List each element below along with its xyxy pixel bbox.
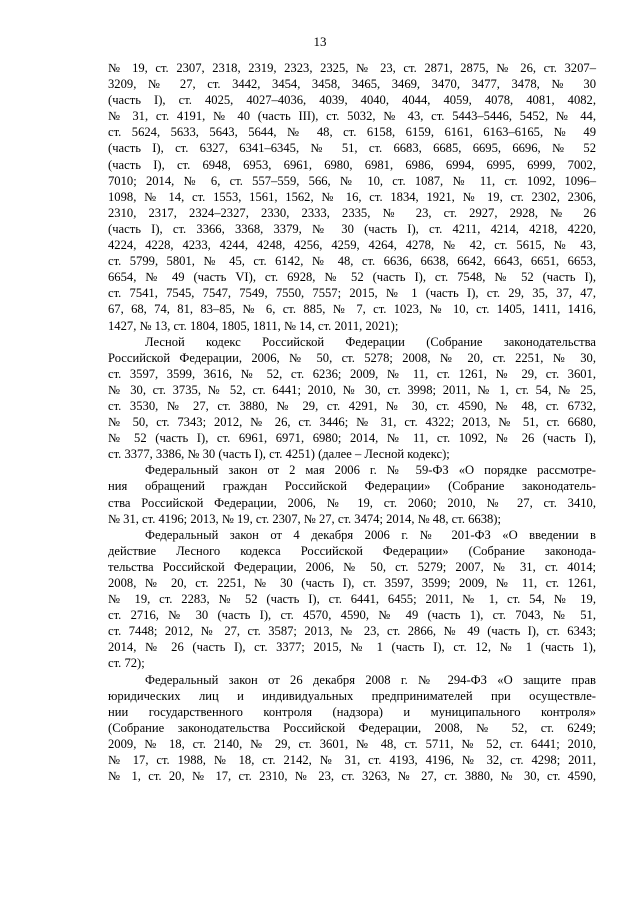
text-line: ст. 7448; 2012, № 27, ст. 3587; 2013, № 23, ст. 2866, № 49 (часть I), ст. 6343; [108,624,596,639]
text-line: 7010; 2014, № 6, ст. 557–559, 566, № 10, ст. 1087, № 11, ст. 1092, 1096– [108,173,596,188]
text-line: 4224, 4228, 4233, 4244, 4248, 4256, 4259, 4264, 4278, № 42, ст. 5615, № 43, [108,238,596,253]
text-line: (часть I), ст. 4025, 4027–4036, 4039, 4040, 4044, 4059, 4078, 4081, 4082, [108,93,596,108]
text-line: (Собрание законодательства Российской Федерации, 2008, № 52, ст. 6249; [108,720,596,735]
text-line: 1427, № 13, ст. 1804, 1805, 1811, № 14, ст. 2011, 2021); [108,318,399,333]
text-line: 6654, № 49 (часть VI), ст. 6928, № 52 (часть I), ст. 7548, № 52 (часть I), [108,270,596,285]
text-line: 2009, № 18, ст. 2140, № 29, ст. 3601, № 48, ст. 5711, № 52, ст. 6441; 2010, [108,736,596,751]
text-line: ст. 5624, 5633, 5643, 5644, № 48, ст. 6158, 6159, 6161, 6163–6165, № 49 [108,125,596,140]
text-line: юридических лиц и индивидуальных предпринимателей при осуществле- [108,688,596,703]
text-line: Федеральный закон от 26 декабря 2008 г. № 294-ФЗ «О защите прав [145,672,596,687]
text-line: ст. 3530, № 27, ст. 3880, № 29, ст. 4291, № 30, ст. 4590, № 48, ст. 6732, [108,398,596,413]
page-number: 13 [313,34,327,49]
text-line: (часть I), ст. 6327, 6341–6345, № 51, ст. 6683, 6685, 6695, 6696, № 52 [108,141,596,156]
text-line: № 1, ст. 20, № 17, ст. 2310, № 23, ст. 3263, № 27, ст. 3880, № 30, ст. 4590, [108,769,596,784]
text-line: Федеральный закон от 4 декабря 2006 г. № 201-ФЗ «О введении в [145,527,596,542]
text-line: Лесной кодекс Российской Федерации (Собрание законодательства [145,334,596,349]
text-line: 2014, № 26 (часть I), ст. 3377; 2015, № 1 (часть I), ст. 12, № 1 (часть 1), [108,640,596,655]
text-line: 2008, № 20, ст. 2251, № 30 (часть I), ст. 3597, 3599; 2009, № 11, ст. 1261, [108,576,596,590]
text-line: № 19, ст. 2283, № 52 (часть I), ст. 6441, 6455; 2011, № 1, ст. 54, № 19, [108,592,596,607]
text-line: Российской Федерации, 2006, № 50, ст. 5278; 2008, № 20, ст. 2251, № 30, [108,350,596,365]
text-line: 3209, № 27, ст. 3442, 3454, 3458, 3465, 3469, 3470, 3477, 3478, № 30 [108,77,596,92]
text-line: (часть I), ст. 3366, 3368, 3379, № 30 (часть I), ст. 4211, 4214, 4218, 4220, [108,221,596,236]
text-line: ст. 2716, № 30 (часть I), ст. 4570, 4590, № 49 (часть 1), ст. 7043, № 51, [108,608,596,623]
text-line: № 17, ст. 1988, № 18, ст. 2142, № 31, ст. 4193, 4196, № 32, ст. 4298; 2011, [108,753,596,768]
text-line: № 30, ст. 3735, № 52, ст. 6441; 2010, № 30, ст. 3998; 2011, № 1, ст. 54, № 25, [108,382,596,397]
text-line: ства Российской Федерации, 2006, № 19, ст. 2060; 2010, № 27, ст. 3410, [108,495,596,510]
text-line: ст. 72); [108,656,145,671]
text-line: 2310, 2317, 2324–2327, 2330, 2333, 2335, № 23, ст. 2927, 2928, № 26 [108,205,596,220]
text-line: ния обращений граждан Российской Федерации» (Собрание законодатель- [108,479,596,494]
text-line: 67, 68, 74, 81, 83–85, № 6, ст. 885, № 7, ст. 1023, № 10, ст. 1405, 1411, 1416, [108,302,596,317]
text-line: (часть I), ст. 6948, 6953, 6961, 6980, 6981, 6986, 6994, 6995, 6999, 7002, [108,157,596,172]
text-line: ст. 5799, 5801, № 45, ст. 6142, № 48, ст. 6636, 6638, 6642, 6643, 6651, 6653, [108,254,596,269]
text-line: № 50, ст. 7343; 2012, № 26, ст. 3446; № 31, ст. 4322; 2013, № 51, ст. 6680, [108,415,596,430]
text-line: ст. 3377, 3386, № 30 (часть I), ст. 4251) (далее – Лесной кодекс); [108,447,450,462]
text-line: Федеральный закон от 2 мая 2006 г. № 59-ФЗ «О порядке рассмотре- [145,463,596,478]
text-line: № 19, ст. 2307, 2318, 2319, 2323, 2325, № 23, ст. 2871, 2875, № 26, ст. 3207– [108,61,596,75]
text-line: нии государственного контроля (надзора) и муниципального контроля» [108,704,596,719]
text-line: № 31, ст. 4191, № 40 (часть III), ст. 5032, № 43, ст. 5443–5446, 5452, № 44, [108,109,596,124]
text-line: действие Лесного кодекса Российской Федерации» (Собрание законода- [108,543,596,558]
text-line: 1098, № 14, ст. 1553, 1561, 1562, № 16, ст. 1834, 1921, № 19, ст. 2302, 2306, [108,189,596,204]
text-line: тельства Российской Федерации, 2006, № 50, ст. 5279; 2007, № 31, ст. 4014; [108,559,596,574]
text-line: ст. 3597, 3599, 3616, № 52, ст. 6236; 2009, № 11, ст. 1261, № 29, ст. 3601, [108,366,596,381]
document-body [108,60,596,784]
text-line: № 52 (часть I), ст. 6961, 6971, 6980; 2014, № 11, ст. 1092, № 26 (часть I), [108,431,596,446]
text-line: ст. 7541, 7545, 7547, 7549, 7550, 7557; 2015, № 1 (часть I), ст. 29, 35, 37, 47, [108,286,596,301]
text-line: № 31, ст. 4196; 2013, № 19, ст. 2307, № 27, ст. 3474; 2014, № 48, ст. 6638); [108,511,501,526]
